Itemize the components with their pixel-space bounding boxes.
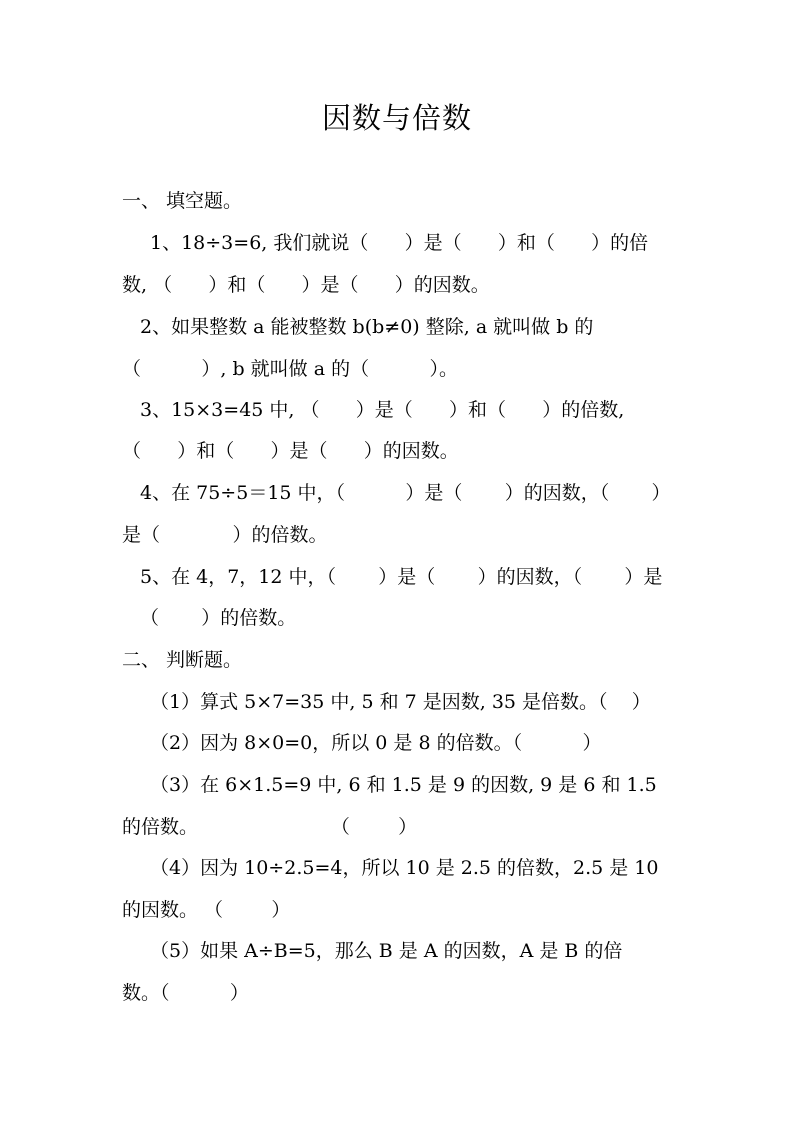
judge-4-line-1: （4）因为 10÷2.5=4，所以 10 是 2.5 的倍数，2.5 是 10 xyxy=(150,857,659,879)
question-3-line-2: （ ）和（ ）是（ ）的因数。 xyxy=(122,440,459,462)
page-title: 因数与倍数 xyxy=(321,101,472,135)
judge-3-line-2: 的倍数。 （ ） xyxy=(122,816,418,838)
judge-5-line-2: 数。（ ） xyxy=(122,982,249,1004)
question-4-line-2: 是（ ）的倍数。 xyxy=(122,524,328,546)
question-5-line-1: 5、在 4，7，12 中，（ ）是（ ）的因数，（ ）是 xyxy=(140,566,663,588)
section-heading-true-false: 二、 判断题。 xyxy=(122,649,243,671)
question-5-line-2: （ ）的倍数。 xyxy=(140,607,297,629)
judge-2-line-1: （2）因为 8×0=0，所以 0 是 8 的倍数。（ ） xyxy=(150,732,602,754)
question-3-line-1: 3、15×3=45 中, （ ）是（ ）和（ ）的倍数, xyxy=(140,399,625,421)
question-4-line-1: 4、在 75÷5＝15 中，（ ）是（ ）的因数，（ ） xyxy=(140,482,671,504)
question-1-line-2: 数, （ ）和（ ）是（ ）的因数。 xyxy=(122,274,490,296)
section-heading-fill-in: 一、 填空题。 xyxy=(122,190,243,212)
judge-4-line-2: 的因数。 （ ） xyxy=(122,899,291,921)
judge-5-line-1: （5）如果 A÷B=5，那么 B 是 A 的因数，A 是 B 的倍 xyxy=(150,940,623,962)
judge-3-line-1: （3）在 6×1.5=9 中, 6 和 1.5 是 9 的因数, 9 是 6 和 1.5 xyxy=(150,774,657,796)
question-2-line-2: （ ）, b 就叫做 a 的（ ）。 xyxy=(122,358,458,380)
question-2-line-1: 2、如果整数 a 能被整数 b(b≠0) 整除, a 就叫做 b 的 xyxy=(140,316,594,338)
judge-1-line-1: （1）算式 5×7=35 中, 5 和 7 是因数, 35 是倍数。（ ） xyxy=(150,691,651,713)
question-1-line-1: 1、18÷3=6, 我们就说（ ）是（ ）和（ ）的倍 xyxy=(150,232,649,254)
